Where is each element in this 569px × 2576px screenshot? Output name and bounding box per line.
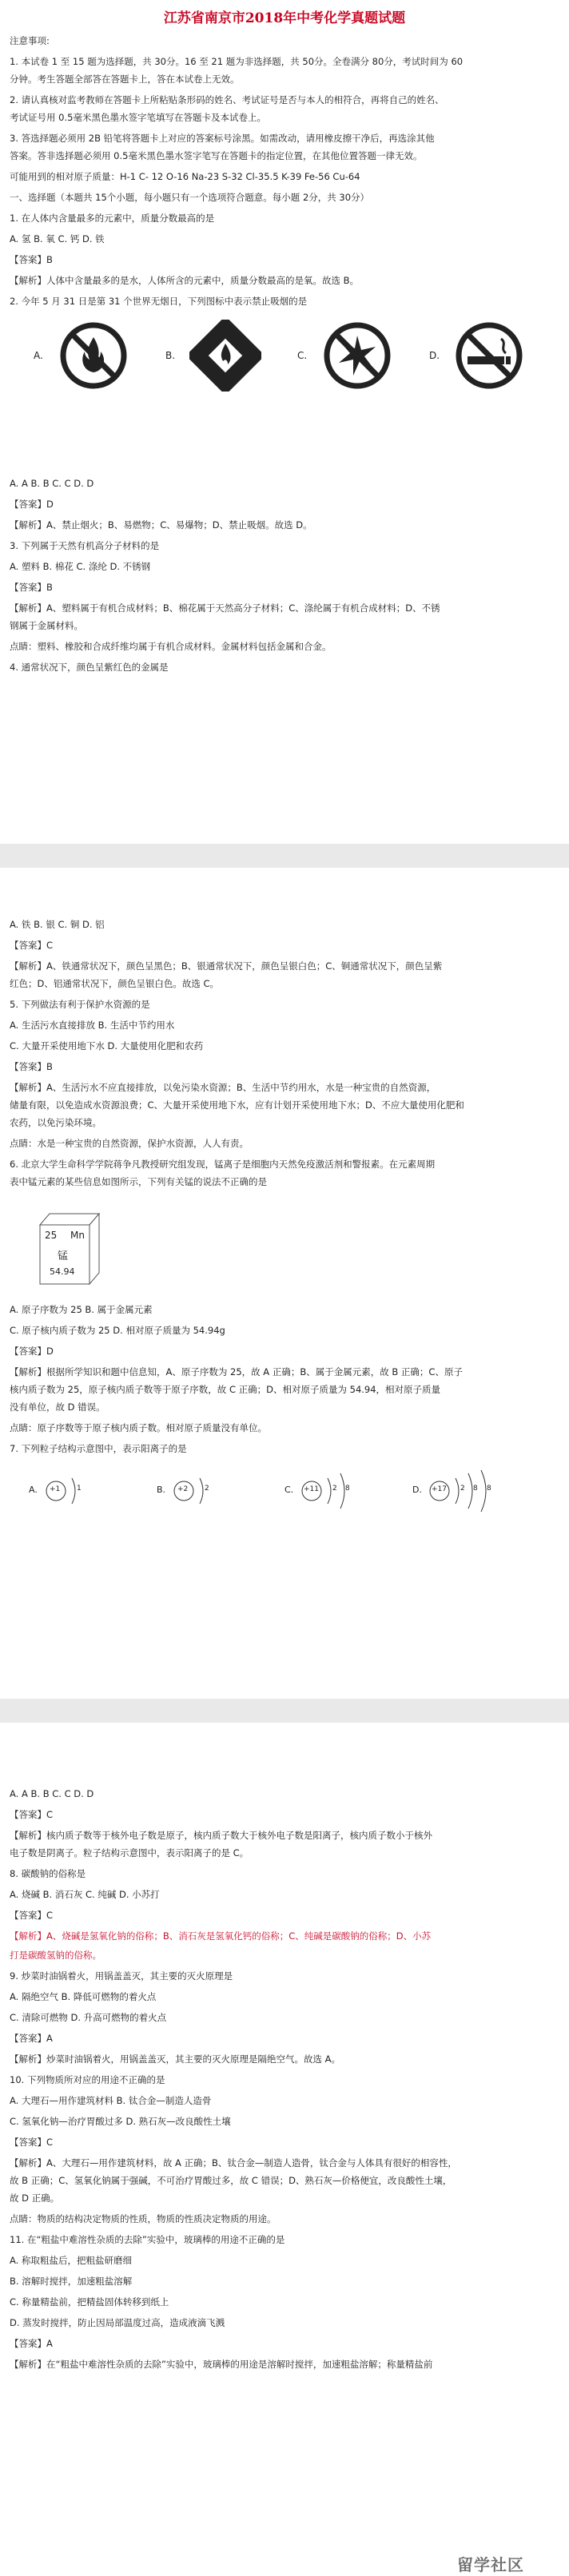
atom-core: +17 xyxy=(432,1485,447,1493)
element-symbol: Mn xyxy=(70,1230,85,1241)
analysis-line: 【解析】A、塑料属于有机合成材料；B、棉花属于天然高分子材料；C、涤纶属于有机合成材料；D、不锈 xyxy=(10,602,440,614)
answer-line: 【答案】A xyxy=(10,2033,53,2044)
question-option: D. 蒸发时搅拌，防止因局部温度过高，造成液滴飞溅 xyxy=(10,2317,225,2328)
sign-no-smoking xyxy=(429,320,525,392)
sign-label: A. xyxy=(34,350,43,361)
analysis-line: 【解析】人体中含量最多的是水，人体所含的元素中，质量分数最高的是氧。故选 B。 xyxy=(10,275,360,286)
question-option: B. 溶解时搅拌，加速粗盐溶解 xyxy=(10,2276,133,2287)
safety-signs-row xyxy=(10,320,559,407)
atom-core: +2 xyxy=(177,1485,189,1493)
page-separator xyxy=(0,844,569,868)
analysis-line: 【解析】A、禁止烟火；B、易燃物；C、易爆物；D、禁止吸烟。故选 D。 xyxy=(10,519,312,531)
atom-diagrams-row xyxy=(10,1467,559,1515)
note-line: 2. 请认真核对监考教师在答题卡上所粘贴条形码的姓名、考试证号是否与本人的相符合，再将自己的姓名、 xyxy=(10,94,444,105)
question-4: 4. 通常状况下，颜色呈紫红色的金属是 xyxy=(10,662,169,673)
answer-line: 【答案】C xyxy=(10,1809,54,1820)
answer-line: 【答案】D xyxy=(10,1346,54,1357)
question-11: 11. 在“粗盐中难溶性杂质的去除”实验中，玻璃棒的用途不正确的是 xyxy=(10,2234,285,2245)
atom-shell: 8 xyxy=(487,1485,491,1493)
question-6: 6. 北京大学生命科学学院蒋争凡教授研究组发现，锰离子是细胞内天然免疫激活剂和警报素。在元素周期 xyxy=(10,1159,436,1170)
question-options: A. A B. B C. C D. D xyxy=(10,478,94,489)
atom-shell: 2 xyxy=(460,1485,465,1493)
note-line: 3. 答选择题必须用 2B 铅笔将答题卡上对应的答案标号涂黑。如需改动，请用橡皮擦干净后，再选涂其他 xyxy=(10,133,435,144)
analysis-line: 故 B 正确；C、氢氧化钠属于强碱，不可治疗胃酸过多，故 C 错误；D、熟石灰—价格便宜，改良酸性土壤， xyxy=(10,2175,452,2186)
atom-label: D. xyxy=(412,1485,422,1495)
question-options: C. 氢氧化钠—治疗胃酸过多 D. 熟石灰—改良酸性土壤 xyxy=(10,2116,231,2127)
question-options: A. 铁 B. 银 C. 铜 D. 铝 xyxy=(10,919,105,930)
analysis-line-highlight: 打是碳酸氢钠的俗称。 xyxy=(10,1950,101,1961)
question-options: C. 原子核内质子数为 25 D. 相对原子质量为 54.94g xyxy=(10,1325,225,1336)
question-options: C. 清除可燃物 D. 升高可燃物的着火点 xyxy=(10,2012,167,2023)
sign-label: D. xyxy=(429,350,440,361)
element-name: 锰 xyxy=(58,1250,69,1262)
analysis-line: 【解析】A、铁通常状况下，颜色呈黑色；B、银通常状况下，颜色呈银白色；C、铜通常状况下，颜色呈紫 xyxy=(10,960,443,972)
sign-flammable xyxy=(165,320,261,392)
page-separator xyxy=(0,1699,569,1723)
no-smoking-icon xyxy=(453,320,525,392)
question-options: A. 塑料 B. 棉花 C. 涤纶 D. 不锈钢 xyxy=(10,561,151,572)
flammable-icon xyxy=(189,320,261,392)
watermark-logo-text: 留学社区 xyxy=(457,2555,524,2574)
analysis-line: 核内质子数为 25，原子核内质子数等于原子序数，故 C 正确；D、相对原子质量为 54.94，相对原子质量 xyxy=(10,1384,441,1395)
no-fireworks-icon xyxy=(321,320,393,392)
element-mass: 54.94 xyxy=(50,1266,75,1277)
site-watermark xyxy=(457,2552,561,2573)
note-line: 答案。答非选择题必须用 0.5毫米黑色墨水签字笔写在答题卡的指定位置，在其他位置答题一律无效。 xyxy=(10,150,423,161)
analysis-line: 【解析】核内质子数等于核外电子数是原子，核内质子数大于核外电子数是阳离子，核内质子数小于核外 xyxy=(10,1830,432,1841)
sign-label: C. xyxy=(297,350,308,361)
periodic-element-tile xyxy=(32,1210,104,1286)
atom-shell: 1 xyxy=(77,1485,82,1493)
atom-shell: 2 xyxy=(332,1485,337,1493)
question-7: 7. 下列粒子结构示意图中，表示阳离子的是 xyxy=(10,1443,187,1454)
sign-no-fire xyxy=(34,320,129,392)
question-options: A. 隔绝空气 B. 降低可燃物的着火点 xyxy=(10,1991,157,2002)
no-fire-icon xyxy=(58,320,129,392)
note-line: 1. 本试卷 1 至 15 题为选择题，共 30分。16 至 21 题为非选择题，共 50分。全卷满分 80分，考试时间为 60 xyxy=(10,56,464,67)
question-option: C. 称量精盐前，把精盐固体转移到纸上 xyxy=(10,2296,169,2308)
atom-label: C. xyxy=(284,1485,294,1495)
element-number: 25 xyxy=(45,1230,58,1241)
answer-line: 【答案】B xyxy=(10,254,53,265)
atom-label: B. xyxy=(157,1485,166,1495)
answer-line: 【答案】C xyxy=(10,940,54,951)
question-6-cont: 表中锰元素的某些信息如图所示，下列有关锰的说法不正确的是 xyxy=(10,1176,267,1187)
atom-core: +11 xyxy=(304,1485,319,1493)
atom-shell: 2 xyxy=(205,1485,209,1493)
analysis-line: 【解析】A、大理石—用作建筑材料，故 A 正确；B、钛合金—制造人造骨，钛合金与人体具有很好的相容性， xyxy=(10,2157,457,2169)
question-options: A. 生活污水直接排放 B. 生活中节约用水 xyxy=(10,1020,175,1031)
analysis-line: 储量有限，以免造成水资源浪费；C、大量开采使用地下水，应有计划开采使用地下水；D、不应大量使用化肥和 xyxy=(10,1099,464,1111)
question-options: A. 大理石—用作建筑材料 B. 钛合金—制造人造骨 xyxy=(10,2095,212,2106)
notes-header: 注意事项: xyxy=(10,35,50,46)
atom-shell: 8 xyxy=(473,1485,478,1493)
question-options: A. 氢 B. 氧 C. 钙 D. 铁 xyxy=(10,233,105,244)
answer-line: 【答案】C xyxy=(10,1910,54,1921)
sign-explosive xyxy=(297,320,393,392)
answer-line: 【答案】B xyxy=(10,582,53,593)
question-10: 10. 下列物质所对应的用途不正确的是 xyxy=(10,2074,165,2085)
question-options: A. 原子序数为 25 B. 属于金属元素 xyxy=(10,1304,153,1315)
answer-line: 【答案】B xyxy=(10,1061,53,1072)
note-line: 考试证号用 0.5毫米黑色墨水签字笔填写在答题卡及本试卷上。 xyxy=(10,112,266,123)
analysis-line-highlight: 【解析】A、烧碱是氢氧化钠的俗称；B、消石灰是氢氧化钙的俗称；C、纯碱是碳酸钠的俗称；D、小苏 xyxy=(10,1930,432,1942)
atom-shell: 8 xyxy=(345,1485,350,1493)
analysis-line: 【解析】根据所学知识和题中信息知，A、原子序数为 25，故 A 正确；B、属于金属元素，故 B 正确；C、原子 xyxy=(10,1366,463,1377)
analysis-line: 【解析】A、生活污水不应直接排放，以免污染水资源；B、生活中节约用水，水是一种宝贵的自然资源， xyxy=(10,1082,436,1093)
analysis-line: 故 D 正确。 xyxy=(10,2192,60,2204)
tip-line: 点睛：水是一种宝贵的自然资源，保护水资源，人人有责。 xyxy=(10,1138,249,1149)
document-title: 江苏省南京市2018年中考化学真题试题 xyxy=(163,10,406,26)
tip-line: 点睛：塑料、橡胶和合成纤维均属于有机合成材料。金属材料包括金属和合金。 xyxy=(10,641,332,652)
analysis-line: 【解析】在“粗盐中难溶性杂质的去除”实验中，玻璃棒的用途是溶解时搅拌，加速粗盐溶解；称量精盐前 xyxy=(10,2359,433,2370)
question-3: 3. 下列属于天然有机高分子材料的是 xyxy=(10,540,160,551)
answer-line: 【答案】A xyxy=(10,2338,53,2349)
question-8: 8. 碳酸钠的俗称是 xyxy=(10,1868,86,1879)
question-option: A. 称取粗盐后，把粗盐研磨细 xyxy=(10,2255,132,2266)
answer-line: 【答案】C xyxy=(10,2137,54,2148)
analysis-line: 红色；D、铝通常状况下，颜色呈银白色。故选 C。 xyxy=(10,978,220,989)
question-5: 5. 下列做法有利于保护水资源的是 xyxy=(10,999,150,1010)
question-options: C. 大量开采使用地下水 D. 大量使用化肥和农药 xyxy=(10,1040,204,1051)
section-header: 一、选择题（本题共 15个小题，每小题只有一个选项符合题意。每小题 2分，共 30分） xyxy=(10,192,370,203)
tip-line: 点睛：原子序数等于原子核内质子数。相对原子质量没有单位。 xyxy=(10,1422,267,1433)
question-1: 1. 在人体内含量最多的元素中，质量分数最高的是 xyxy=(10,213,215,224)
question-2: 2. 今年 5 月 31 日是第 31 个世界无烟日，下列图标中表示禁止吸烟的是 xyxy=(10,296,308,307)
atom-core: +1 xyxy=(50,1485,61,1493)
analysis-line: 钢属于金属材料。 xyxy=(10,620,83,631)
note-line: 分钟。考生答题全部答在答题卡上，答在本试卷上无效。 xyxy=(10,74,240,85)
answer-line: 【答案】D xyxy=(10,499,54,510)
sign-label: B. xyxy=(165,350,176,361)
question-9: 9. 炒菜时油锅着火，用锅盖盖灭，其主要的灭火原理是 xyxy=(10,1970,233,1982)
analysis-line: 电子数是阴离子。粒子结构示意图中，表示阳离子的是 C。 xyxy=(10,1847,249,1858)
document-page-1 xyxy=(0,0,569,844)
analysis-line: 没有单位，故 D 错误。 xyxy=(10,1401,105,1413)
atom-label: A. xyxy=(29,1485,38,1495)
tip-line: 点睛：物质的结构决定物质的性质，物质的性质决定物质的用途。 xyxy=(10,2213,277,2224)
analysis-line: 农药，以免污染环境。 xyxy=(10,1117,101,1128)
question-options: A. A B. B C. C D. D xyxy=(10,1788,94,1799)
analysis-line: 【解析】炒菜时油锅着火，用锅盖盖灭，其主要的灭火原理是隔绝空气。故选 A。 xyxy=(10,2053,341,2065)
note-line: 可能用到的相对原子质量：H-1 C- 12 O-16 Na-23 S-32 Cl-35.5 K-39 Fe-56 Cu-64 xyxy=(10,171,360,182)
question-options: A. 烧碱 B. 消石灰 C. 纯碱 D. 小苏打 xyxy=(10,1889,160,1900)
